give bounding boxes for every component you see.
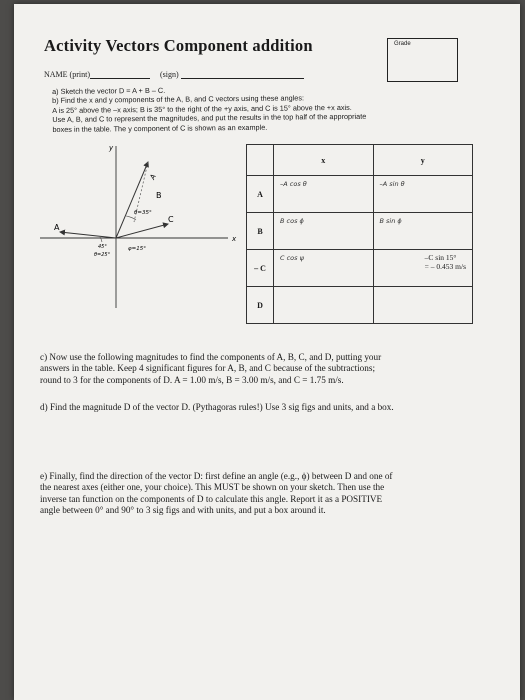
sign-label: (sign) (160, 70, 179, 79)
table-row (247, 287, 473, 324)
sign-line (181, 78, 304, 79)
angle-45-label: 45° (98, 244, 107, 250)
handwritten-b-x: B cos ϕ (280, 217, 304, 225)
table-corner-cell (247, 145, 274, 176)
paragraph-line: round to 3 for the components of D. A = 1.00 m/s, B = 3.00 m/s, and C = 1.75 m/s. (40, 374, 344, 385)
part-c-paragraph (40, 352, 480, 386)
column-x-header: x (274, 145, 374, 176)
handwritten-a-x: –A cos θ (280, 180, 307, 188)
x-axis-label: x (232, 235, 237, 243)
cell-a-x[interactable] (274, 176, 374, 213)
cell-d-y[interactable] (373, 287, 473, 324)
cell-b-x[interactable] (274, 213, 374, 250)
row-label-minus-c: – C (247, 250, 274, 287)
instruction-line: a) Sketch the vector D = A + B – C. (52, 85, 166, 96)
name-sign-row (44, 70, 304, 79)
angle-b-label: θ=35° (134, 210, 152, 216)
cell-c-y[interactable] (373, 250, 473, 287)
printed-line: = – 0.453 m/s (424, 262, 466, 271)
angle-phi-label: φ=15° (128, 246, 146, 252)
paragraph-line: e) Finally, find the direction of the vector D: first define an angle (e.g., ϕ) between D and one of (40, 471, 393, 481)
vector-a-label: A (148, 173, 158, 181)
handwritten-a-y: –A sin θ (379, 180, 405, 188)
angle-theta-label: θ=25° (94, 252, 111, 258)
paragraph-line: d) Find the magnitude D of the vector D. (Pythagoras rules!) Use 3 sig figs and units, and a box. (40, 402, 394, 412)
table-header-row (247, 145, 473, 176)
cell-d-x[interactable] (274, 287, 374, 324)
instruction-line: Use A, B, and C to represent the magnitudes, and put the results in the top half of the appropriate (52, 111, 367, 125)
table-row (247, 176, 473, 213)
row-label-b: B (247, 213, 274, 250)
table-row (247, 213, 473, 250)
instruction-line: b) Find the x and y components of the A, B, and C vectors using these angles: (52, 93, 305, 106)
axis-a-label: A (54, 223, 60, 232)
paragraph-line: angle between 0° and 90° to 3 sig figs and with units, and put a box around it. (40, 505, 326, 516)
grade-box (387, 38, 458, 82)
paragraph-line: answers in the table. Keep 4 significant figures for A, B, and C because of the subtractions; (40, 363, 375, 374)
name-line (90, 78, 150, 79)
grade-label: Grade (394, 41, 411, 47)
part-d-paragraph (40, 402, 480, 413)
cell-b-y[interactable] (373, 213, 473, 250)
components-table (246, 144, 473, 324)
vector-c-label: C (168, 215, 174, 224)
table-row (247, 250, 473, 287)
vector-a-arrow (60, 232, 116, 238)
vector-c-arrow (116, 224, 168, 238)
angle-arc-b (126, 216, 136, 220)
row-label-a: A (247, 176, 274, 213)
y-axis-label: y (109, 144, 114, 152)
paragraph-line: inverse tan function on the components of D to calculate this angle. Report it as a POSITIVE (40, 493, 383, 504)
instruction-line: A is 25° above the –x axis; B is 35° to the right of the +y axis, and C is 15° above the +x axis. (52, 102, 352, 115)
name-label: NAME (print) (44, 70, 90, 79)
handwritten-c-x: C cos ψ (280, 254, 304, 262)
instructions-block (52, 83, 472, 134)
paragraph-line: c) Now use the following magnitudes to find the components of A, B, C, and D, putting your (40, 352, 382, 362)
vector-b-label: B (156, 191, 162, 200)
column-y-header: y (373, 145, 473, 176)
paragraph-line: the nearest axes (either one, your choice). This MUST be shown on your sketch. Then use the (40, 482, 385, 493)
instruction-line: boxes in the table. The y component of C is shown as an example. (52, 122, 268, 134)
page-title: Activity Vectors Component addition (44, 36, 313, 55)
vector-sketch (38, 140, 238, 310)
handwritten-b-y: B sin ϕ (379, 217, 402, 225)
cell-c-x[interactable] (274, 250, 374, 287)
cell-a-y[interactable] (373, 176, 473, 213)
printed-line: –C sin 15° (424, 253, 457, 262)
worksheet-page (14, 4, 520, 700)
printed-c-y-example (425, 253, 466, 271)
part-e-paragraph (40, 471, 480, 517)
row-label-d: D (247, 287, 274, 324)
vector-b-arrow (116, 162, 148, 238)
